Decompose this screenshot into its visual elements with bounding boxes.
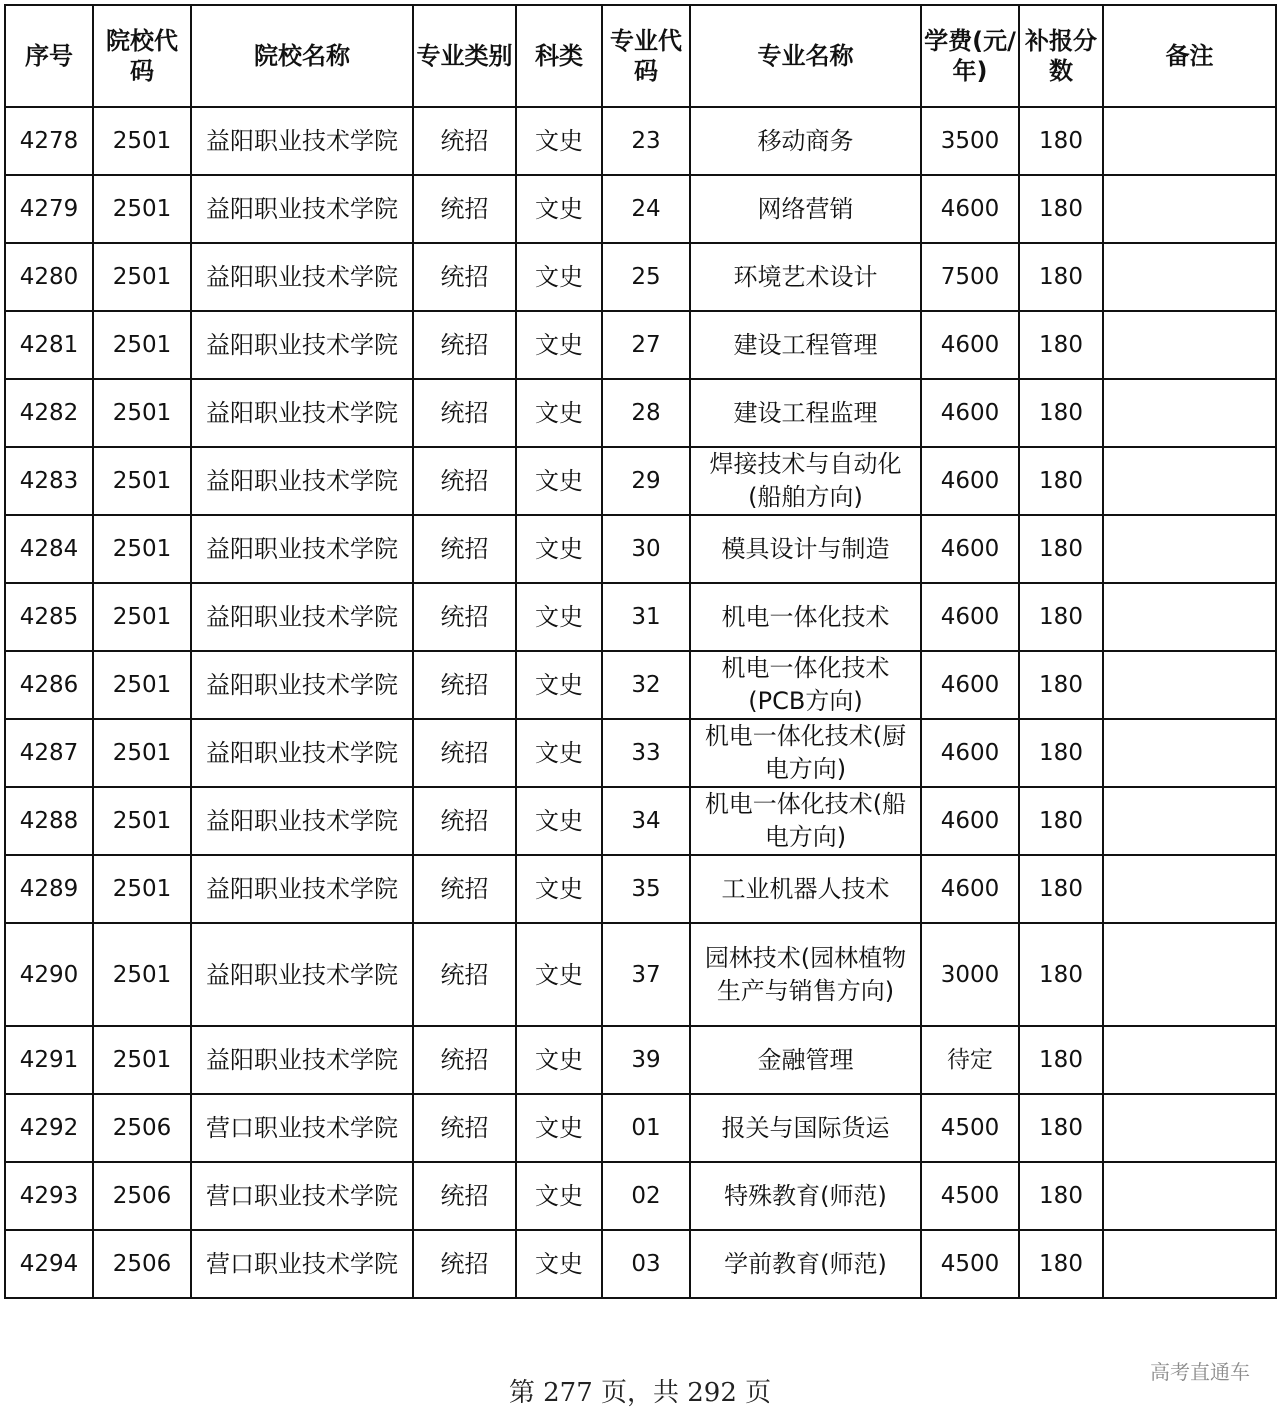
cell-subject: 文史 <box>516 583 602 651</box>
cell-score: 180 <box>1019 855 1103 923</box>
cell-seq: 4292 <box>5 1094 93 1162</box>
cell-tuition: 4500 <box>921 1094 1019 1162</box>
cell-major-code: 29 <box>602 447 690 515</box>
header-tuition: 学费(元/年) <box>921 5 1019 107</box>
cell-note <box>1103 311 1276 379</box>
cell-major-name: 特殊教育(师范) <box>690 1162 921 1230</box>
cell-school-code: 2501 <box>93 175 191 243</box>
cell-score: 180 <box>1019 1230 1103 1298</box>
cell-major-name: 建设工程监理 <box>690 379 921 447</box>
cell-major-code: 32 <box>602 651 690 719</box>
cell-category: 统招 <box>413 583 516 651</box>
cell-major-name: 学前教育(师范) <box>690 1230 921 1298</box>
cell-school-name: 益阳职业技术学院 <box>191 311 413 379</box>
cell-subject: 文史 <box>516 379 602 447</box>
cell-major-code: 35 <box>602 855 690 923</box>
cell-category: 统招 <box>413 719 516 787</box>
header-note: 备注 <box>1103 5 1276 107</box>
cell-category: 统招 <box>413 923 516 1026</box>
cell-school-name: 益阳职业技术学院 <box>191 923 413 1026</box>
cell-subject: 文史 <box>516 787 602 855</box>
watermark-text: 高考直通车 <box>1150 1360 1250 1384</box>
cell-subject: 文史 <box>516 1230 602 1298</box>
cell-school-name: 益阳职业技术学院 <box>191 379 413 447</box>
cell-score: 180 <box>1019 379 1103 447</box>
table-row <box>5 855 1276 923</box>
cell-score: 180 <box>1019 923 1103 1026</box>
cell-major-code: 24 <box>602 175 690 243</box>
cell-subject: 文史 <box>516 107 602 175</box>
table-row <box>5 1094 1276 1162</box>
cell-category: 统招 <box>413 787 516 855</box>
cell-category: 统招 <box>413 447 516 515</box>
cell-category: 统招 <box>413 1162 516 1230</box>
table-row <box>5 243 1276 311</box>
cell-school-name: 益阳职业技术学院 <box>191 243 413 311</box>
cell-subject: 文史 <box>516 651 602 719</box>
cell-major-name: 建设工程管理 <box>690 311 921 379</box>
admissions-table <box>4 4 1277 1299</box>
cell-note <box>1103 107 1276 175</box>
table-row <box>5 311 1276 379</box>
table-row <box>5 1026 1276 1094</box>
cell-school-code: 2501 <box>93 787 191 855</box>
cell-school-code: 2506 <box>93 1230 191 1298</box>
cell-category: 统招 <box>413 311 516 379</box>
table-row <box>5 515 1276 583</box>
cell-major-code: 33 <box>602 719 690 787</box>
cell-subject: 文史 <box>516 1026 602 1094</box>
cell-major-name: 机电一体化技术(厨电方向) <box>690 719 921 787</box>
header-major-code: 专业代码 <box>602 5 690 107</box>
header-score: 补报分数 <box>1019 5 1103 107</box>
cell-major-code: 25 <box>602 243 690 311</box>
cell-school-code: 2501 <box>93 515 191 583</box>
cell-school-name: 益阳职业技术学院 <box>191 651 413 719</box>
cell-major-code: 37 <box>602 923 690 1026</box>
cell-score: 180 <box>1019 1094 1103 1162</box>
cell-seq: 4282 <box>5 379 93 447</box>
cell-note <box>1103 583 1276 651</box>
header-major-name: 专业名称 <box>690 5 921 107</box>
cell-major-code: 31 <box>602 583 690 651</box>
cell-category: 统招 <box>413 107 516 175</box>
cell-subject: 文史 <box>516 515 602 583</box>
header-school-name: 院校名称 <box>191 5 413 107</box>
table-header <box>5 5 1276 107</box>
header-category: 专业类别 <box>413 5 516 107</box>
cell-subject: 文史 <box>516 719 602 787</box>
cell-tuition: 4600 <box>921 651 1019 719</box>
page-number: 第 277 页，共 292 页 <box>508 1378 772 1408</box>
cell-major-name: 环境艺术设计 <box>690 243 921 311</box>
cell-major-name: 园林技术(园林植物生产与销售方向) <box>690 923 921 1026</box>
cell-subject: 文史 <box>516 923 602 1026</box>
cell-category: 统招 <box>413 515 516 583</box>
cell-score: 180 <box>1019 651 1103 719</box>
cell-note <box>1103 923 1276 1026</box>
cell-category: 统招 <box>413 1026 516 1094</box>
cell-seq: 4288 <box>5 787 93 855</box>
cell-category: 统招 <box>413 855 516 923</box>
cell-category: 统招 <box>413 651 516 719</box>
cell-school-name: 益阳职业技术学院 <box>191 515 413 583</box>
cell-major-name: 工业机器人技术 <box>690 855 921 923</box>
table-row <box>5 379 1276 447</box>
cell-tuition: 4600 <box>921 515 1019 583</box>
cell-school-code: 2501 <box>93 583 191 651</box>
cell-note <box>1103 379 1276 447</box>
cell-note <box>1103 243 1276 311</box>
cell-note <box>1103 787 1276 855</box>
cell-school-code: 2501 <box>93 447 191 515</box>
cell-score: 180 <box>1019 311 1103 379</box>
cell-school-code: 2501 <box>93 107 191 175</box>
cell-seq: 4286 <box>5 651 93 719</box>
cell-school-name: 益阳职业技术学院 <box>191 175 413 243</box>
cell-seq: 4283 <box>5 447 93 515</box>
cell-score: 180 <box>1019 107 1103 175</box>
cell-major-code: 34 <box>602 787 690 855</box>
cell-tuition: 4600 <box>921 719 1019 787</box>
cell-school-code: 2501 <box>93 311 191 379</box>
cell-major-name: 移动商务 <box>690 107 921 175</box>
cell-tuition: 4600 <box>921 583 1019 651</box>
header-row <box>5 5 1276 107</box>
cell-major-code: 30 <box>602 515 690 583</box>
cell-note <box>1103 447 1276 515</box>
cell-seq: 4279 <box>5 175 93 243</box>
table-row <box>5 1162 1276 1230</box>
cell-seq: 4287 <box>5 719 93 787</box>
cell-category: 统招 <box>413 379 516 447</box>
cell-school-code: 2501 <box>93 855 191 923</box>
cell-score: 180 <box>1019 1162 1103 1230</box>
header-subject: 科类 <box>516 5 602 107</box>
cell-seq: 4294 <box>5 1230 93 1298</box>
cell-category: 统招 <box>413 1094 516 1162</box>
cell-note <box>1103 719 1276 787</box>
cell-note <box>1103 1162 1276 1230</box>
cell-note <box>1103 1026 1276 1094</box>
table-row <box>5 175 1276 243</box>
cell-tuition: 3000 <box>921 923 1019 1026</box>
cell-tuition: 4600 <box>921 855 1019 923</box>
cell-school-code: 2506 <box>93 1094 191 1162</box>
cell-subject: 文史 <box>516 175 602 243</box>
cell-school-name: 益阳职业技术学院 <box>191 787 413 855</box>
cell-category: 统招 <box>413 1230 516 1298</box>
cell-major-name: 模具设计与制造 <box>690 515 921 583</box>
cell-tuition: 4600 <box>921 447 1019 515</box>
cell-tuition: 4600 <box>921 311 1019 379</box>
cell-note <box>1103 855 1276 923</box>
cell-tuition: 4600 <box>921 175 1019 243</box>
table-row <box>5 107 1276 175</box>
cell-subject: 文史 <box>516 855 602 923</box>
cell-school-name: 营口职业技术学院 <box>191 1094 413 1162</box>
cell-seq: 4281 <box>5 311 93 379</box>
cell-school-name: 益阳职业技术学院 <box>191 719 413 787</box>
cell-tuition: 待定 <box>921 1026 1019 1094</box>
cell-score: 180 <box>1019 515 1103 583</box>
cell-school-code: 2501 <box>93 1026 191 1094</box>
cell-tuition: 7500 <box>921 243 1019 311</box>
table-row <box>5 447 1276 515</box>
cell-tuition: 4500 <box>921 1162 1019 1230</box>
cell-tuition: 3500 <box>921 107 1019 175</box>
cell-major-name: 机电一体化技术(船电方向) <box>690 787 921 855</box>
cell-school-name: 益阳职业技术学院 <box>191 1026 413 1094</box>
cell-major-name: 网络营销 <box>690 175 921 243</box>
cell-score: 180 <box>1019 719 1103 787</box>
cell-school-name: 营口职业技术学院 <box>191 1162 413 1230</box>
table-row <box>5 583 1276 651</box>
cell-major-code: 02 <box>602 1162 690 1230</box>
cell-school-name: 益阳职业技术学院 <box>191 447 413 515</box>
cell-school-code: 2501 <box>93 243 191 311</box>
cell-score: 180 <box>1019 447 1103 515</box>
cell-score: 180 <box>1019 243 1103 311</box>
table-body <box>5 107 1276 1298</box>
cell-note <box>1103 175 1276 243</box>
cell-major-code: 27 <box>602 311 690 379</box>
header-seq: 序号 <box>5 5 93 107</box>
table-row <box>5 719 1276 787</box>
cell-seq: 4290 <box>5 923 93 1026</box>
cell-category: 统招 <box>413 175 516 243</box>
cell-seq: 4280 <box>5 243 93 311</box>
cell-school-code: 2501 <box>93 379 191 447</box>
cell-category: 统招 <box>413 243 516 311</box>
cell-major-code: 01 <box>602 1094 690 1162</box>
cell-tuition: 4600 <box>921 787 1019 855</box>
cell-subject: 文史 <box>516 447 602 515</box>
cell-seq: 4291 <box>5 1026 93 1094</box>
cell-major-code: 28 <box>602 379 690 447</box>
cell-school-code: 2501 <box>93 651 191 719</box>
cell-seq: 4289 <box>5 855 93 923</box>
table-row <box>5 787 1276 855</box>
cell-major-code: 39 <box>602 1026 690 1094</box>
cell-subject: 文史 <box>516 243 602 311</box>
cell-major-name: 报关与国际货运 <box>690 1094 921 1162</box>
cell-tuition: 4600 <box>921 379 1019 447</box>
cell-major-name: 机电一体化技术 <box>690 583 921 651</box>
cell-school-code: 2506 <box>93 1162 191 1230</box>
cell-school-name: 益阳职业技术学院 <box>191 107 413 175</box>
cell-school-name: 营口职业技术学院 <box>191 1230 413 1298</box>
cell-major-name: 焊接技术与自动化(船舶方向) <box>690 447 921 515</box>
cell-tuition: 4500 <box>921 1230 1019 1298</box>
cell-note <box>1103 1230 1276 1298</box>
cell-seq: 4284 <box>5 515 93 583</box>
cell-school-name: 益阳职业技术学院 <box>191 855 413 923</box>
cell-subject: 文史 <box>516 1094 602 1162</box>
cell-major-code: 03 <box>602 1230 690 1298</box>
cell-school-code: 2501 <box>93 923 191 1026</box>
cell-note <box>1103 651 1276 719</box>
cell-subject: 文史 <box>516 1162 602 1230</box>
table-row <box>5 651 1276 719</box>
cell-score: 180 <box>1019 175 1103 243</box>
header-school-code: 院校代码 <box>93 5 191 107</box>
cell-major-code: 23 <box>602 107 690 175</box>
cell-school-name: 益阳职业技术学院 <box>191 583 413 651</box>
cell-seq: 4278 <box>5 107 93 175</box>
cell-score: 180 <box>1019 787 1103 855</box>
cell-score: 180 <box>1019 1026 1103 1094</box>
cell-subject: 文史 <box>516 311 602 379</box>
cell-major-name: 机电一体化技术(PCB方向) <box>690 651 921 719</box>
cell-major-name: 金融管理 <box>690 1026 921 1094</box>
cell-seq: 4293 <box>5 1162 93 1230</box>
cell-school-code: 2501 <box>93 719 191 787</box>
table-row <box>5 923 1276 1026</box>
cell-score: 180 <box>1019 583 1103 651</box>
cell-note <box>1103 1094 1276 1162</box>
cell-seq: 4285 <box>5 583 93 651</box>
cell-note <box>1103 515 1276 583</box>
table-row <box>5 1230 1276 1298</box>
